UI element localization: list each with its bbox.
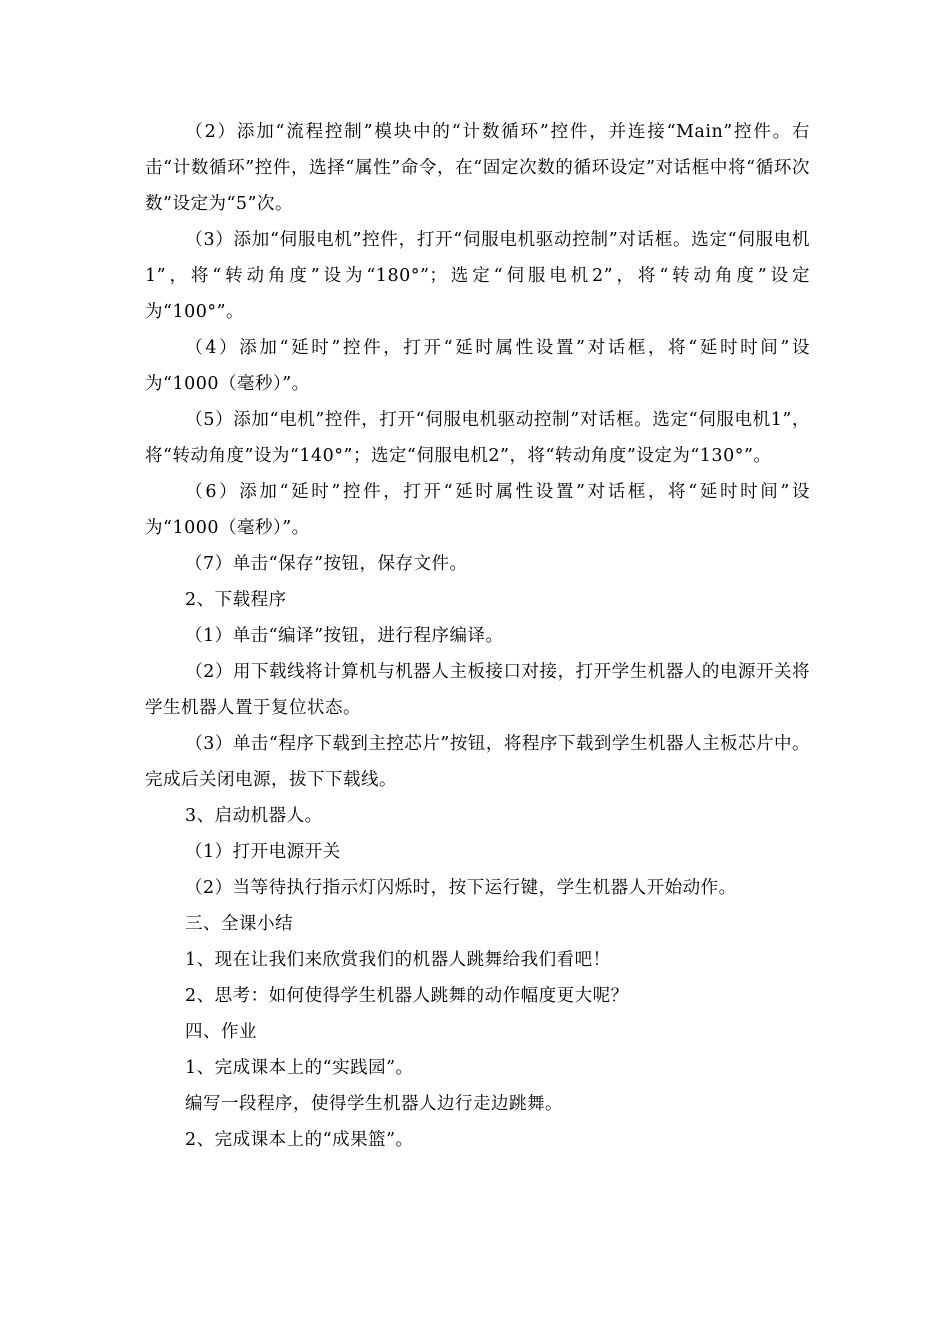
step-6-paragraph: （6）添加“延时”控件，打开“延时属性设置”对话框，将“延时时间”设为“1000（毫秒）”。 bbox=[145, 482, 810, 538]
step-4-paragraph: （4）添加“延时”控件，打开“延时属性设置”对话框，将“延时时间”设为“1000（毫秒）”。 bbox=[145, 338, 810, 394]
start-step-1-line: （1）打开电源开关 bbox=[185, 842, 341, 862]
summary-item-2: 2、思考：如何使得学生机器人跳舞的动作幅度更大呢？ bbox=[185, 986, 629, 1006]
homework-item-1: 1、完成课本上的“实践园”。 bbox=[185, 1058, 414, 1078]
download-step-3-paragraph: （3）单击“程序下载到主控芯片”按钮，将程序下载到学生机器人主板芯片中。完成后关闭电源，拔下下载线。 bbox=[145, 734, 810, 790]
start-step-2-line: （2）当等待执行指示灯闪烁时，按下运行键，学生机器人开始动作。 bbox=[185, 878, 737, 898]
step-7-line: （7）单击“保存”按钮，保存文件。 bbox=[185, 554, 468, 574]
summary-item-1: 1、现在让我们来欣赏我们的机器人跳舞给我们看吧！ bbox=[185, 950, 611, 970]
section-download-heading: 2、下载程序 bbox=[185, 590, 287, 610]
download-step-2-paragraph: （2）用下载线将计算机与机器人主板接口对接，打开学生机器人的电源开关将学生机器人置于复位状态。 bbox=[145, 662, 810, 718]
step-3-paragraph: （3）添加“伺服电机”控件，打开“伺服电机驱动控制”对话框。选定“伺服电机1”，将“转动角度”设为“180°”；选定“伺服电机2”，将“转动角度”设定为“100°”。 bbox=[145, 230, 810, 322]
homework-item-2: 2、完成课本上的“成果篮”。 bbox=[185, 1130, 414, 1150]
section-start-robot-heading: 3、启动机器人。 bbox=[185, 806, 323, 826]
summary-heading: 三、全课小结 bbox=[185, 914, 293, 934]
document-body bbox=[145, 114, 810, 1158]
download-step-1-line: （1）单击“编译”按钮，进行程序编译。 bbox=[185, 626, 504, 646]
step-5-paragraph: （5）添加“电机”控件，打开“伺服电机驱动控制”对话框。选定“伺服电机1”，将“转动角度”设为“140°”；选定“伺服电机2”，将“转动角度”设定为“130°”。 bbox=[145, 410, 810, 466]
homework-item-1-detail: 编写一段程序，使得学生机器人边行走边跳舞。 bbox=[185, 1094, 563, 1114]
homework-heading: 四、作业 bbox=[185, 1022, 257, 1042]
step-2-paragraph: （2）添加“流程控制”模块中的“计数循环”控件，并连接“Main”控件。右击“计数循环”控件，选择“属性”命令，在“固定次数的循环设定”对话框中将“循环次数”设定为“5”次。 bbox=[145, 122, 810, 214]
